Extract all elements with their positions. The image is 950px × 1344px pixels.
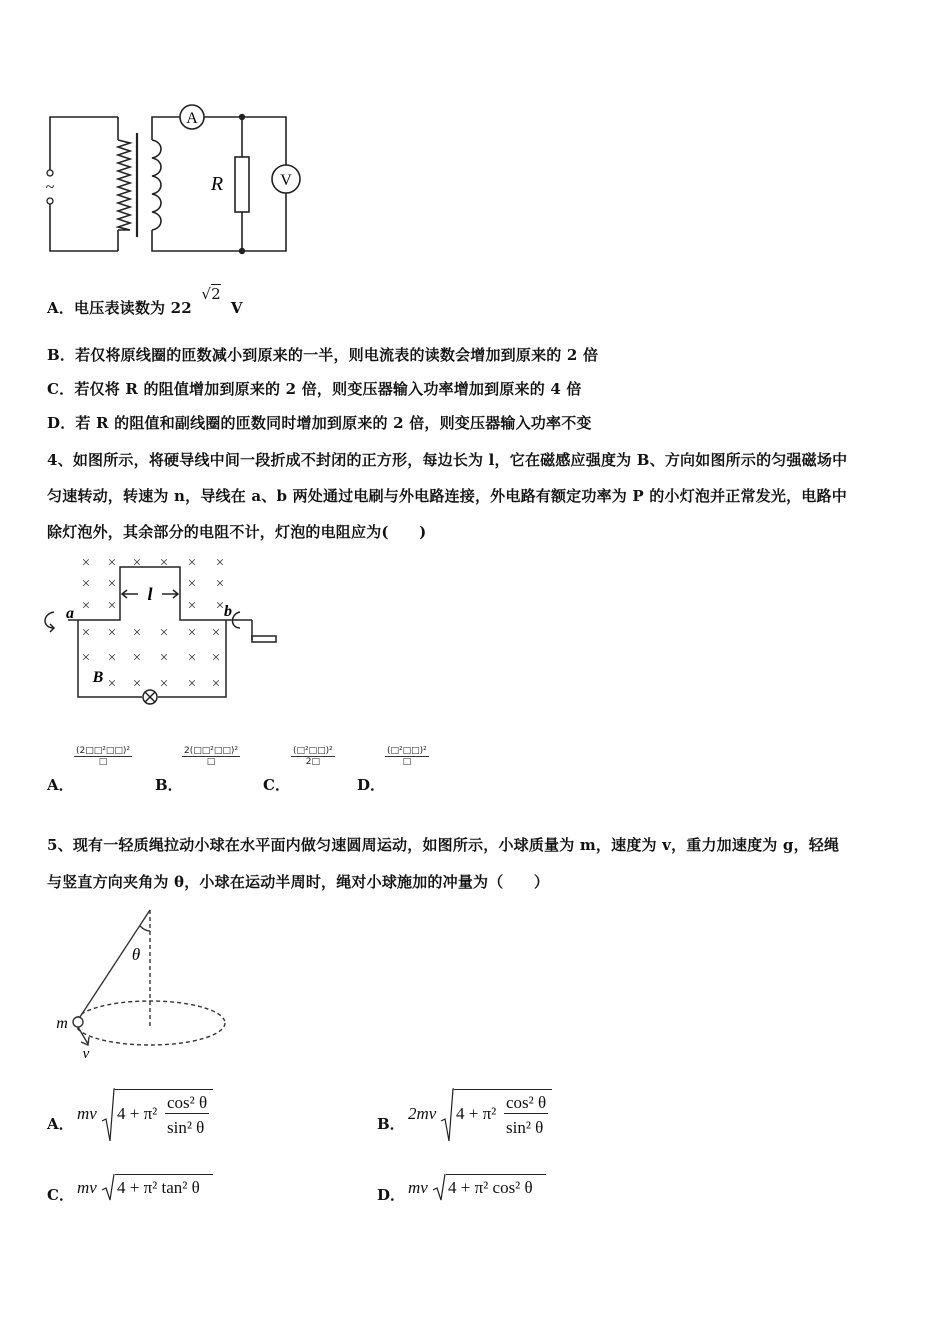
ammeter-label: A [186, 110, 198, 127]
q5-option-d-formula [408, 1172, 558, 1202]
ac-source-symbol: ~ [45, 179, 55, 196]
svg-text:×: × [159, 555, 169, 571]
field-label: B [92, 669, 104, 686]
q4-stem-line1: 4、如图所示，将硬导线中间一段折成不封闭的正方形，每边长为 l，它在磁感应强度为 B、方向如图所示的匀强磁场中 [47, 451, 848, 469]
svg-text:×: × [132, 555, 142, 571]
q4-option-d-label: D． [357, 776, 386, 794]
svg-text:×: × [132, 625, 142, 641]
q5-option-b-label: B． [377, 1115, 405, 1133]
q4-option-a-formula [74, 746, 132, 767]
q4-option-a-num: (2□□²□□)² [76, 746, 130, 756]
q4-option-d-den: □ [402, 757, 412, 767]
q5-option-a-num: cos² θ [167, 1093, 208, 1112]
q4-stem-line3: 除灯泡外，其余部分的电阻不计，灯泡的电阻应为( ) [47, 523, 427, 541]
q4-option-c-label: C． [263, 776, 290, 794]
svg-text:×: × [211, 625, 221, 641]
q3-option-d: D．若 R 的阻值和副线圈的匝数同时增加到原来的 2 倍，则变压器输入功率不变 [47, 414, 592, 432]
svg-text:×: × [211, 650, 221, 666]
q3-option-a [47, 285, 243, 318]
q3-option-a-text: A．电压表读数为 22 [47, 299, 192, 317]
q5-option-d-inner: 4 + π² cos² θ [448, 1178, 533, 1197]
terminal-b-label: b [224, 603, 232, 620]
svg-text:×: × [215, 576, 225, 592]
svg-text:×: × [159, 676, 169, 692]
q5-option-b-den: sin² θ [506, 1118, 544, 1137]
q3-option-a-unit: V [230, 299, 243, 317]
q5-option-c-inner: 4 + π² tan² θ [117, 1178, 200, 1197]
radical-sign [101, 1087, 115, 1143]
q4-option-a-label: A． [47, 776, 74, 794]
q5-option-c-coef: mv [77, 1178, 97, 1197]
sqrt-two: √2 [201, 285, 221, 303]
svg-text:×: × [187, 676, 197, 692]
svg-text:×: × [81, 598, 91, 614]
rotating-loop-figure [40, 550, 290, 712]
svg-text:×: × [211, 676, 221, 692]
voltmeter-label: V [280, 172, 292, 189]
svg-text:×: × [107, 555, 117, 571]
svg-text:×: × [81, 625, 91, 641]
q3-option-b: B．若仅将原线圈的匝数减小到原来的一半，则电流表的读数会增加到原来的 2 倍 [47, 346, 599, 364]
q5-option-a-den: sin² θ [167, 1118, 205, 1137]
svg-text:×: × [187, 598, 197, 614]
svg-text:×: × [215, 598, 225, 614]
q5-stem-line1: 5、现有一轻质绳拉动小球在水平面内做匀速圆周运动，如图所示，小球质量为 m，速度为 v，重力加速度为 g，轻绳 [47, 836, 840, 854]
svg-text:×: × [187, 576, 197, 592]
svg-text:×: × [81, 650, 91, 666]
q4-option-c-formula [291, 746, 335, 767]
terminal-a-label: a [66, 605, 74, 622]
q5-option-b-coef: 2mv [408, 1104, 437, 1123]
resistor-label: R [210, 173, 224, 195]
q5-option-a-coef: mv [77, 1104, 97, 1123]
svg-text:×: × [81, 555, 91, 571]
q5-option-a-formula [77, 1087, 227, 1143]
q4-option-b-formula [182, 746, 240, 767]
svg-text:×: × [81, 576, 91, 592]
svg-text:×: × [187, 625, 197, 641]
sqrt-radicand: 2 [211, 285, 221, 303]
svg-text:×: × [187, 555, 197, 571]
q5-option-d-label: D． [377, 1186, 406, 1204]
svg-text:×: × [159, 625, 169, 641]
conical-pendulum-figure [50, 902, 240, 1062]
svg-text:×: × [107, 625, 117, 641]
q4-option-b-label: B． [155, 776, 183, 794]
svg-text:×: × [187, 650, 197, 666]
q4-option-a-den: □ [98, 757, 108, 767]
svg-text:×: × [215, 555, 225, 571]
radical-sign [432, 1172, 446, 1202]
q4-option-d-formula [385, 746, 429, 767]
q5-stem-line2: 与竖直方向夹角为 θ，小球在运动半周时，绳对小球施加的冲量为（ ） [47, 873, 550, 891]
angle-theta-label: θ [131, 945, 141, 964]
q5-option-a-inner: 4 + π² [117, 1104, 158, 1123]
svg-text:×: × [159, 650, 169, 666]
q4-stem-line2: 匀速转动，转速为 n，导线在 a、b 两处通过电刷与外电路连接，外电路有额定功率为 P 的小灯泡并正常发光，电路中 [47, 487, 847, 505]
side-length-label: l [147, 584, 153, 604]
svg-text:×: × [107, 576, 117, 592]
q5-option-c-formula [77, 1172, 227, 1202]
q3-option-c: C．若仅将 R 的阻值增加到原来的 2 倍，则变压器输入功率增加到原来的 4 倍 [47, 380, 582, 398]
q5-option-b-num: cos² θ [506, 1093, 547, 1112]
q4-option-d-num: (□²□□)² [387, 746, 427, 756]
mass-m-label: m [56, 1015, 68, 1032]
q4-option-c-den: 2□ [305, 757, 320, 767]
velocity-v-label: v [82, 1046, 90, 1062]
q5-option-c-label: C． [47, 1186, 74, 1204]
svg-text:×: × [107, 598, 117, 614]
q4-option-b-den: □ [206, 757, 216, 767]
q5-option-d-coef: mv [408, 1178, 428, 1197]
svg-text:×: × [107, 676, 117, 692]
q5-option-a-label: A． [47, 1115, 74, 1133]
transformer-circuit-figure [40, 95, 310, 265]
radical-sign [101, 1172, 115, 1202]
q4-option-c-num: (□²□□)² [293, 746, 333, 756]
svg-text:×: × [132, 676, 142, 692]
q5-option-b-formula [408, 1087, 568, 1143]
svg-text:×: × [107, 650, 117, 666]
q5-option-b-inner: 4 + π² [456, 1104, 497, 1123]
radical-sign [440, 1087, 454, 1143]
svg-text:×: × [132, 650, 142, 666]
q4-option-b-num: 2(□□²□□)² [184, 746, 238, 756]
